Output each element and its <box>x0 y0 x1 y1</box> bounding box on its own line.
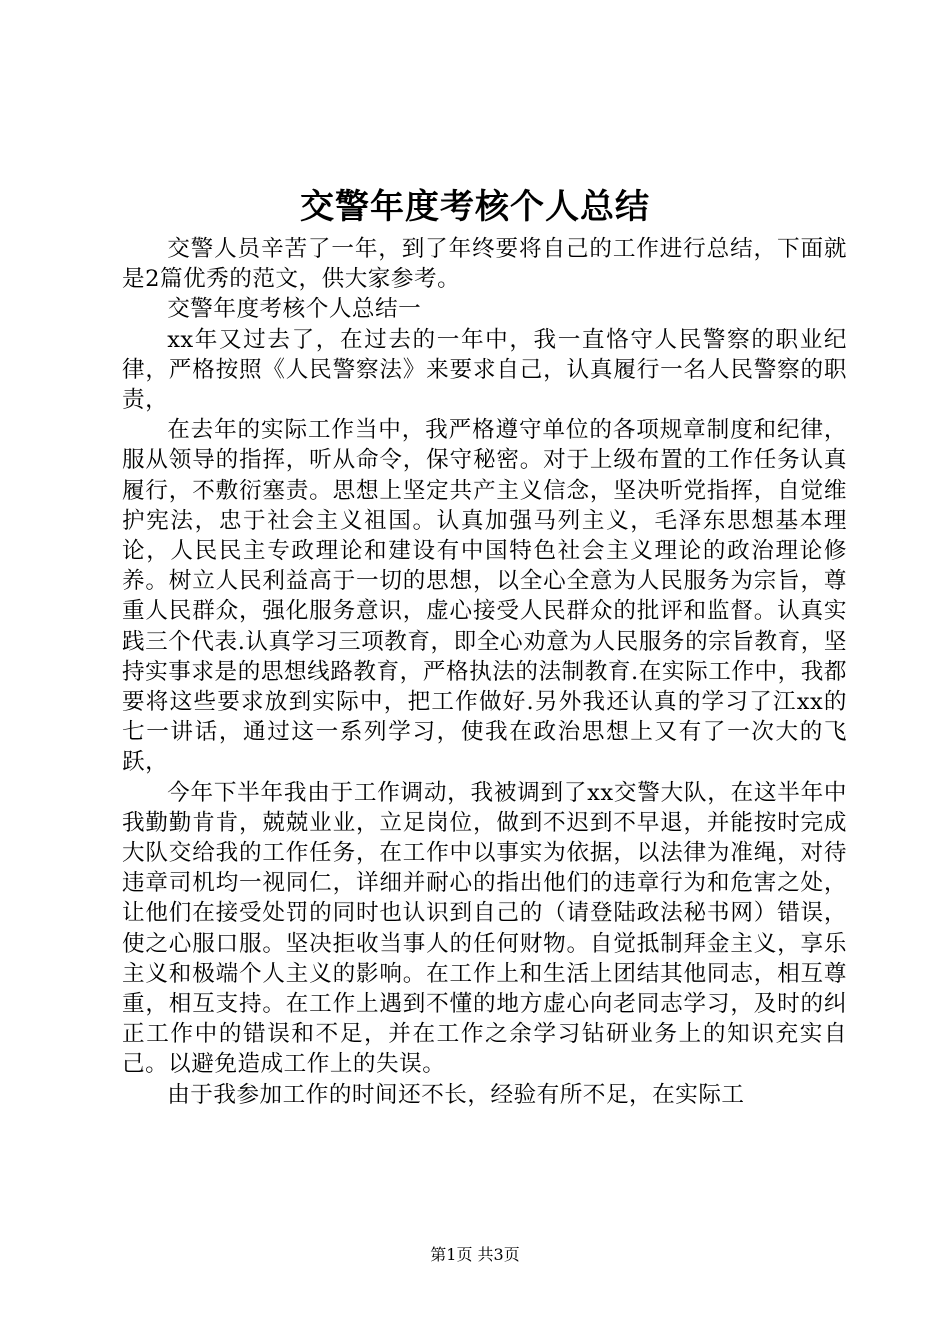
document-body <box>122 234 847 1110</box>
body-paragraph: 在去年的实际工作当中，我严格遵守单位的各项规章制度和纪律，服从领导的指挥，听从命令，保守秘密。对于上级布置的工作任务认真履行，不敷衍塞责。思想上坚定共产主义信念，坚决听党指挥，自觉维护宪法，忠于社会主义祖国。认真加强马列主义，毛泽东思想基本理论，人民民主专政理论和建设有中国特色社会主义理论的政治理论修养。树立人民利益高于一切的思想，以全心全意为人民服务为宗旨，尊重人民群众，强化服务意识，虚心接受人民群众的批评和监督。认真实践三个代表.认真学习三项教育，即全心劝意为人民服务的宗旨教育，坚持实事求是的思想线路教育，严格执法的法制教育.在实际工作中，我都要将这些要求放到实际中，把工作做好.另外我还认真的学习了江xx的七一讲话，通过这一系列学习，使我在政治思想上又有了一次大的飞跃， <box>122 417 847 776</box>
document-title: 交警年度考核个人总结 <box>300 187 650 227</box>
body-paragraph: 由于我参加工作的时间还不长，经验有所不足，在实际工 <box>167 1081 745 1108</box>
intro-paragraph: 交警人员辛苦了一年，到了年终要将自己的工作进行总结，下面就是2篇优秀的范文，供大家参考。 <box>122 236 847 293</box>
section-heading: 交警年度考核个人总结一 <box>167 296 422 323</box>
body-paragraph: xx年又过去了，在过去的一年中，我一直恪守人民警察的职业纪律，严格按照《人民警察法》来要求自己，认真履行一名人民警察的职责， <box>122 326 847 414</box>
page-number-footer: 第1页 共3页 <box>430 1245 520 1264</box>
body-paragraph: 今年下半年我由于工作调动，我被调到了xx交警大队，在这半年中我勤勤肯肯，兢兢业业，立足岗位，做到不迟到不早退，并能按时完成大队交给我的工作任务，在工作中以事实为依据，以法律为准绳，对待违章司机均一视同仁，详细并耐心的指出他们的违章行为和危害之处，让他们在接受处罚的同时也认识到自己的（请登陆政法秘书网）错误，使之心服口服。坚决拒收当事人的任何财物。自觉抵制拜金主义，享乐主义和极端个人主义的影响。在工作上和生活上团结其他同志，相互尊重，相互支持。在工作上遇到不懂的地方虚心向老同志学习，及时的纠正工作中的错误和不足，并在工作之余学习钻研业务上的知识充实自己。以避免造成工作上的失误。 <box>122 779 847 1078</box>
